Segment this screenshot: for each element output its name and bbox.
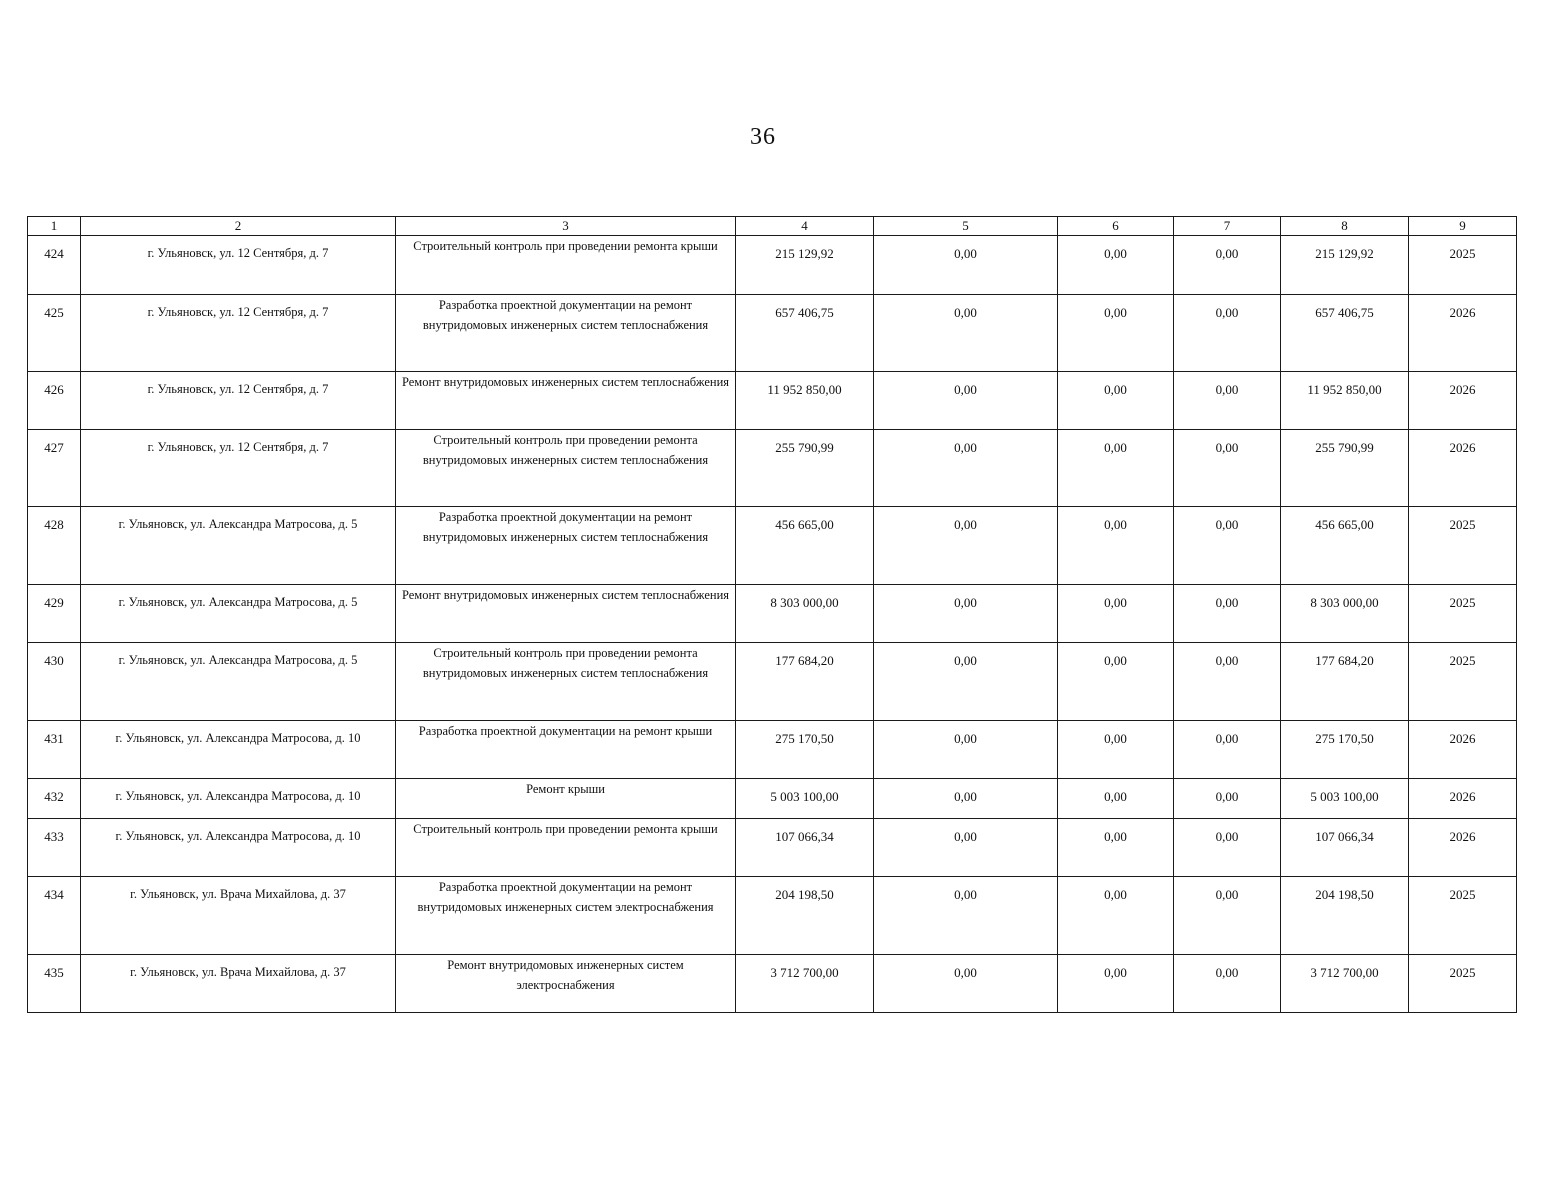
total-cost-cell: 5 003 100,00: [736, 779, 874, 819]
column-6-cell: 0,00: [1058, 877, 1174, 955]
column-5-cell: 0,00: [874, 236, 1058, 295]
address-cell: г. Ульяновск, ул. 12 Сентября, д. 7: [81, 295, 396, 372]
work-type-cell: Ремонт крыши: [396, 779, 736, 819]
row-number-cell: 425: [28, 295, 81, 372]
work-type-cell: Разработка проектной документации на ремонт крыши: [396, 721, 736, 779]
total-cost-cell: 204 198,50: [736, 877, 874, 955]
column-8-cell: 204 198,50: [1281, 877, 1409, 955]
address-cell: г. Ульяновск, ул. 12 Сентября, д. 7: [81, 236, 396, 295]
column-5-cell: 0,00: [874, 955, 1058, 1013]
column-8-cell: 3 712 700,00: [1281, 955, 1409, 1013]
column-header-8: 8: [1281, 217, 1409, 236]
column-6-cell: 0,00: [1058, 955, 1174, 1013]
column-header-9: 9: [1409, 217, 1517, 236]
column-7-cell: 0,00: [1174, 721, 1281, 779]
column-8-cell: 107 066,34: [1281, 819, 1409, 877]
column-7-cell: 0,00: [1174, 295, 1281, 372]
column-header-5: 5: [874, 217, 1058, 236]
column-header-4: 4: [736, 217, 874, 236]
work-type-cell: Ремонт внутридомовых инженерных систем теплоснабжения: [396, 372, 736, 430]
column-header-2: 2: [81, 217, 396, 236]
works-table: [27, 216, 1517, 1013]
total-cost-cell: 456 665,00: [736, 507, 874, 585]
work-type-cell: Строительный контроль при проведении ремонта крыши: [396, 819, 736, 877]
address-cell: г. Ульяновск, ул. Врача Михайлова, д. 37: [81, 877, 396, 955]
address-cell: г. Ульяновск, ул. Александра Матросова, д. 5: [81, 585, 396, 643]
address-cell: г. Ульяновск, ул. Александра Матросова, д. 5: [81, 507, 396, 585]
column-6-cell: 0,00: [1058, 721, 1174, 779]
column-header-3: 3: [396, 217, 736, 236]
column-6-cell: 0,00: [1058, 430, 1174, 507]
year-cell: 2026: [1409, 819, 1517, 877]
column-8-cell: 657 406,75: [1281, 295, 1409, 372]
total-cost-cell: 177 684,20: [736, 643, 874, 721]
address-cell: г. Ульяновск, ул. Врача Михайлова, д. 37: [81, 955, 396, 1013]
work-type-cell: Строительный контроль при проведении ремонта внутридомовых инженерных систем теплоснабжения: [396, 643, 736, 721]
table-row: [28, 721, 1517, 779]
work-type-cell: Разработка проектной документации на ремонт внутридомовых инженерных систем электроснабжения: [396, 877, 736, 955]
year-cell: 2025: [1409, 585, 1517, 643]
column-8-cell: 8 303 000,00: [1281, 585, 1409, 643]
row-number-cell: 435: [28, 955, 81, 1013]
table-row: [28, 955, 1517, 1013]
table-row: [28, 372, 1517, 430]
column-8-cell: 255 790,99: [1281, 430, 1409, 507]
column-8-cell: 215 129,92: [1281, 236, 1409, 295]
row-number-cell: 429: [28, 585, 81, 643]
address-cell: г. Ульяновск, ул. 12 Сентября, д. 7: [81, 430, 396, 507]
table-row: [28, 507, 1517, 585]
column-5-cell: 0,00: [874, 585, 1058, 643]
column-7-cell: 0,00: [1174, 643, 1281, 721]
total-cost-cell: 11 952 850,00: [736, 372, 874, 430]
column-8-cell: 5 003 100,00: [1281, 779, 1409, 819]
header-row: [28, 217, 1517, 236]
table-row: [28, 819, 1517, 877]
address-cell: г. Ульяновск, ул. Александра Матросова, д. 10: [81, 819, 396, 877]
year-cell: 2026: [1409, 430, 1517, 507]
column-7-cell: 0,00: [1174, 819, 1281, 877]
year-cell: 2025: [1409, 643, 1517, 721]
table-row: [28, 877, 1517, 955]
table-row: [28, 430, 1517, 507]
column-5-cell: 0,00: [874, 721, 1058, 779]
row-number-cell: 432: [28, 779, 81, 819]
row-number-cell: 424: [28, 236, 81, 295]
work-type-cell: Ремонт внутридомовых инженерных систем электроснабжения: [396, 955, 736, 1013]
total-cost-cell: 215 129,92: [736, 236, 874, 295]
year-cell: 2026: [1409, 295, 1517, 372]
total-cost-cell: 3 712 700,00: [736, 955, 874, 1013]
column-5-cell: 0,00: [874, 430, 1058, 507]
column-6-cell: 0,00: [1058, 236, 1174, 295]
column-7-cell: 0,00: [1174, 955, 1281, 1013]
column-5-cell: 0,00: [874, 877, 1058, 955]
column-8-cell: 275 170,50: [1281, 721, 1409, 779]
row-number-cell: 426: [28, 372, 81, 430]
address-cell: г. Ульяновск, ул. 12 Сентября, д. 7: [81, 372, 396, 430]
table-body: [28, 236, 1517, 1013]
total-cost-cell: 8 303 000,00: [736, 585, 874, 643]
work-type-cell: Ремонт внутридомовых инженерных систем теплоснабжения: [396, 585, 736, 643]
column-6-cell: 0,00: [1058, 779, 1174, 819]
column-5-cell: 0,00: [874, 779, 1058, 819]
column-header-1: 1: [28, 217, 81, 236]
row-number-cell: 427: [28, 430, 81, 507]
table-row: [28, 236, 1517, 295]
row-number-cell: 433: [28, 819, 81, 877]
column-header-7: 7: [1174, 217, 1281, 236]
table-row: [28, 295, 1517, 372]
column-6-cell: 0,00: [1058, 819, 1174, 877]
column-8-cell: 11 952 850,00: [1281, 372, 1409, 430]
work-type-cell: Строительный контроль при проведении ремонта внутридомовых инженерных систем теплоснабжения: [396, 430, 736, 507]
total-cost-cell: 275 170,50: [736, 721, 874, 779]
row-number-cell: 428: [28, 507, 81, 585]
total-cost-cell: 657 406,75: [736, 295, 874, 372]
column-6-cell: 0,00: [1058, 507, 1174, 585]
year-cell: 2026: [1409, 721, 1517, 779]
column-7-cell: 0,00: [1174, 585, 1281, 643]
column-8-cell: 177 684,20: [1281, 643, 1409, 721]
year-cell: 2025: [1409, 955, 1517, 1013]
column-7-cell: 0,00: [1174, 430, 1281, 507]
column-7-cell: 0,00: [1174, 236, 1281, 295]
column-6-cell: 0,00: [1058, 643, 1174, 721]
year-cell: 2025: [1409, 236, 1517, 295]
year-cell: 2026: [1409, 372, 1517, 430]
year-cell: 2026: [1409, 779, 1517, 819]
table-header: [28, 217, 1517, 236]
address-cell: г. Ульяновск, ул. Александра Матросова, д. 10: [81, 779, 396, 819]
column-7-cell: 0,00: [1174, 507, 1281, 585]
column-5-cell: 0,00: [874, 643, 1058, 721]
column-7-cell: 0,00: [1174, 779, 1281, 819]
row-number-cell: 431: [28, 721, 81, 779]
column-5-cell: 0,00: [874, 507, 1058, 585]
row-number-cell: 430: [28, 643, 81, 721]
work-type-cell: Строительный контроль при проведении ремонта крыши: [396, 236, 736, 295]
work-type-cell: Разработка проектной документации на ремонт внутридомовых инженерных систем теплоснабжения: [396, 507, 736, 585]
work-type-cell: Разработка проектной документации на ремонт внутридомовых инженерных систем теплоснабжения: [396, 295, 736, 372]
column-5-cell: 0,00: [874, 295, 1058, 372]
table-row: [28, 585, 1517, 643]
address-cell: г. Ульяновск, ул. Александра Матросова, д. 5: [81, 643, 396, 721]
year-cell: 2025: [1409, 877, 1517, 955]
page-number: 36: [750, 124, 776, 150]
table-row: [28, 779, 1517, 819]
column-8-cell: 456 665,00: [1281, 507, 1409, 585]
total-cost-cell: 107 066,34: [736, 819, 874, 877]
column-5-cell: 0,00: [874, 819, 1058, 877]
column-6-cell: 0,00: [1058, 372, 1174, 430]
column-7-cell: 0,00: [1174, 372, 1281, 430]
year-cell: 2025: [1409, 507, 1517, 585]
column-5-cell: 0,00: [874, 372, 1058, 430]
address-cell: г. Ульяновск, ул. Александра Матросова, д. 10: [81, 721, 396, 779]
table-row: [28, 643, 1517, 721]
column-6-cell: 0,00: [1058, 295, 1174, 372]
column-header-6: 6: [1058, 217, 1174, 236]
total-cost-cell: 255 790,99: [736, 430, 874, 507]
column-7-cell: 0,00: [1174, 877, 1281, 955]
column-6-cell: 0,00: [1058, 585, 1174, 643]
row-number-cell: 434: [28, 877, 81, 955]
